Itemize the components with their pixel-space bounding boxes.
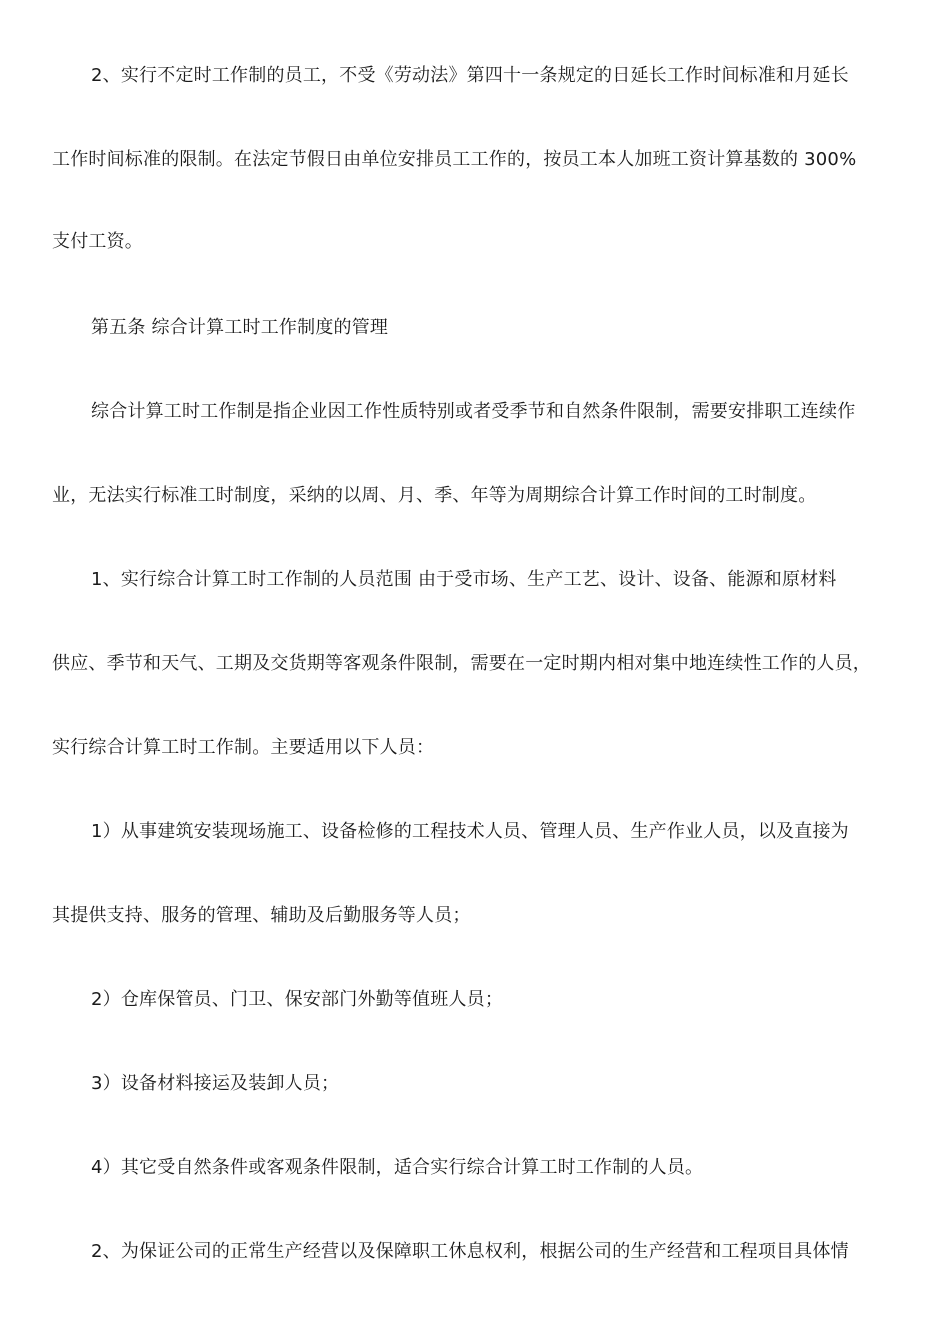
paragraph-line-15: 2、为保证公司的正常生产经营以及保障职工休息权利，根据公司的生产经营和工程项目具体情 (91, 1241, 849, 1262)
list-item-3: 3）设备材料接运及装卸人员； (91, 1073, 340, 1094)
paragraph-line-1: 2、实行不定时工作制的员工，不受《劳动法》第四十一条规定的日延长工作时间标准和月延长 (91, 65, 849, 86)
list-item-4: 4）其它受自然条件或客观条件限制，适合实行综合计算工时工作制的人员。 (91, 1157, 704, 1178)
list-item-1-line-2: 其提供支持、服务的管理、辅助及后勤服务等人员； (52, 905, 471, 926)
paragraph-line-3: 支付工资。 (52, 231, 143, 252)
paragraph-line-7: 1、实行综合计算工时工作制的人员范围 由于受市场、生产工艺、设计、设备、能源和原材料 (91, 569, 837, 590)
list-item-1-line-1: 1）从事建筑安装现场施工、设备检修的工程技术人员、管理人员、生产作业人员，以及直接为 (91, 821, 849, 842)
paragraph-line-8: 供应、季节和天气、工期及交货期等客观条件限制，需要在一定时期内相对集中地连续性工作的人员， (52, 653, 871, 674)
paragraph-line-2: 工作时间标准的限制。在法定节假日由单位安排员工工作的，按员工本人加班工资计算基数的 300% (52, 149, 857, 170)
paragraph-line-6: 业，无法实行标准工时制度，采纳的以周、月、季、年等为周期综合计算工作时间的工时制度。 (52, 485, 817, 506)
paragraph-line-5: 综合计算工时工作制是指企业因工作性质特别或者受季节和自然条件限制，需要安排职工连续作 (91, 401, 856, 422)
list-item-2: 2）仓库保管员、门卫、保安部门外勤等值班人员； (91, 989, 504, 1010)
section-heading: 第五条 综合计算工时工作制度的管理 (91, 317, 389, 338)
paragraph-line-9: 实行综合计算工时工作制。主要适用以下人员： (52, 737, 435, 758)
